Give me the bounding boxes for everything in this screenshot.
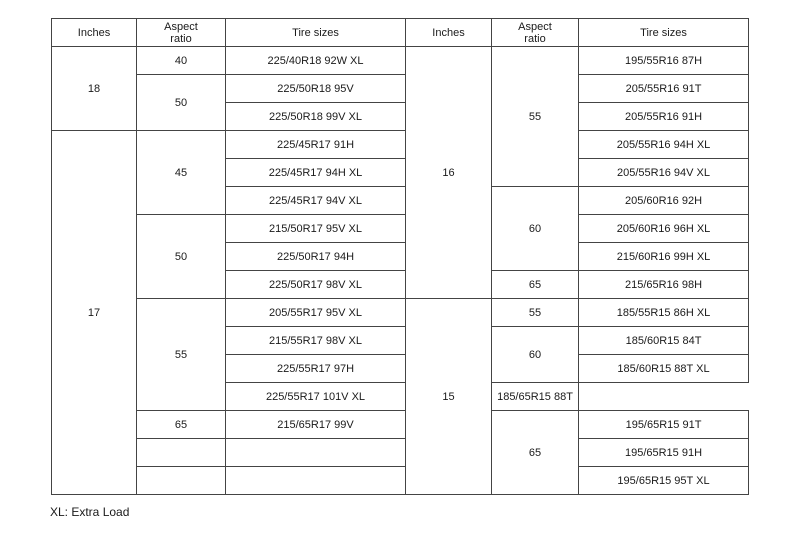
tire-size-cell: 185/60R15 88T XL: [579, 355, 749, 383]
tire-size-cell: 225/45R17 94V XL: [226, 187, 406, 215]
tire-size-cell: 195/55R16 87H: [579, 47, 749, 75]
tire-size-cell-empty: [226, 439, 406, 467]
tire-size-cell: 225/55R17 97H: [226, 355, 406, 383]
header-aspect-right: [492, 19, 579, 47]
header-tire-sizes-right: Tire sizes: [579, 19, 749, 47]
tire-size-cell: 205/60R16 96H XL: [579, 215, 749, 243]
tire-size-cell: 185/55R15 86H XL: [579, 299, 749, 327]
header-inches-left: Inches: [52, 19, 137, 47]
aspect-cell: 65: [492, 271, 579, 299]
aspect-cell: 40: [137, 47, 226, 75]
header-aspect-line2: ratio: [524, 32, 546, 45]
aspect-cell: 55: [492, 47, 579, 187]
table-row: [52, 131, 749, 159]
tire-size-cell: 195/65R15 91H: [579, 439, 749, 467]
aspect-cell: 45: [137, 131, 226, 215]
tire-size-cell: 225/45R17 91H: [226, 131, 406, 159]
tire-size-cell: 225/55R17 101V XL: [226, 383, 406, 411]
tire-size-table: [51, 18, 749, 495]
header-inches-right: Inches: [406, 19, 492, 47]
inch-cell: 15: [406, 299, 492, 495]
tire-size-cell: 205/55R16 91T: [579, 75, 749, 103]
tire-size-cell: 215/55R17 98V XL: [226, 327, 406, 355]
table-row: [52, 215, 749, 243]
aspect-cell: 65: [492, 411, 579, 495]
table-row: [52, 75, 749, 103]
tire-size-cell: 215/65R16 98H: [579, 271, 749, 299]
tire-size-cell: 215/60R16 99H XL: [579, 243, 749, 271]
tire-size-cell: 195/65R15 91T: [579, 411, 749, 439]
tire-size-cell: 205/55R16 94V XL: [579, 159, 749, 187]
aspect-cell: 60: [492, 187, 579, 271]
header-aspect-line2: ratio: [170, 32, 192, 45]
tire-size-cell: 225/40R18 92W XL: [226, 47, 406, 75]
tire-size-cell: 205/55R16 94H XL: [579, 131, 749, 159]
tire-size-cell: 205/60R16 92H: [579, 187, 749, 215]
tire-size-cell: 225/50R18 99V XL: [226, 103, 406, 131]
tire-size-cell: 185/60R15 84T: [579, 327, 749, 355]
table-row: [52, 467, 749, 495]
footnote: XL: Extra Load: [50, 505, 130, 519]
header-tire-sizes-left: Tire sizes: [226, 19, 406, 47]
tire-size-cell: 215/65R17 99V: [226, 411, 406, 439]
tire-size-cell: 215/50R17 95V XL: [226, 215, 406, 243]
aspect-cell: 55: [137, 299, 226, 411]
aspect-cell: 55: [492, 299, 579, 327]
aspect-cell-empty: [137, 467, 226, 495]
tire-size-cell-empty: [226, 467, 406, 495]
table-row: [52, 411, 749, 439]
header-aspect-line1: Aspect: [518, 20, 552, 33]
tire-size-cell: 205/55R16 91H: [579, 103, 749, 131]
tire-size-cell: 225/50R18 95V: [226, 75, 406, 103]
header-aspect-line1: Aspect: [164, 20, 198, 33]
table-row: [52, 439, 749, 467]
tire-size-cell: 225/50R17 94H: [226, 243, 406, 271]
tire-size-cell: 205/55R17 95V XL: [226, 299, 406, 327]
aspect-cell: 50: [137, 75, 226, 131]
tire-size-cell: 225/50R17 98V XL: [226, 271, 406, 299]
inch-cell: 18: [52, 47, 137, 131]
header-row: [52, 19, 749, 47]
tire-size-cell: 195/65R15 95T XL: [579, 467, 749, 495]
tire-size-cell: 185/65R15 88T: [492, 383, 579, 411]
aspect-cell: 50: [137, 215, 226, 299]
aspect-cell: 60: [492, 327, 579, 383]
tire-size-cell: 225/45R17 94H XL: [226, 159, 406, 187]
header-aspect-left: [137, 19, 226, 47]
table-row: [52, 47, 749, 75]
aspect-cell-empty: [137, 439, 226, 467]
inch-cell: 17: [52, 131, 137, 495]
table-row: [52, 299, 749, 327]
aspect-cell: 65: [137, 411, 226, 439]
inch-cell: 16: [406, 47, 492, 299]
